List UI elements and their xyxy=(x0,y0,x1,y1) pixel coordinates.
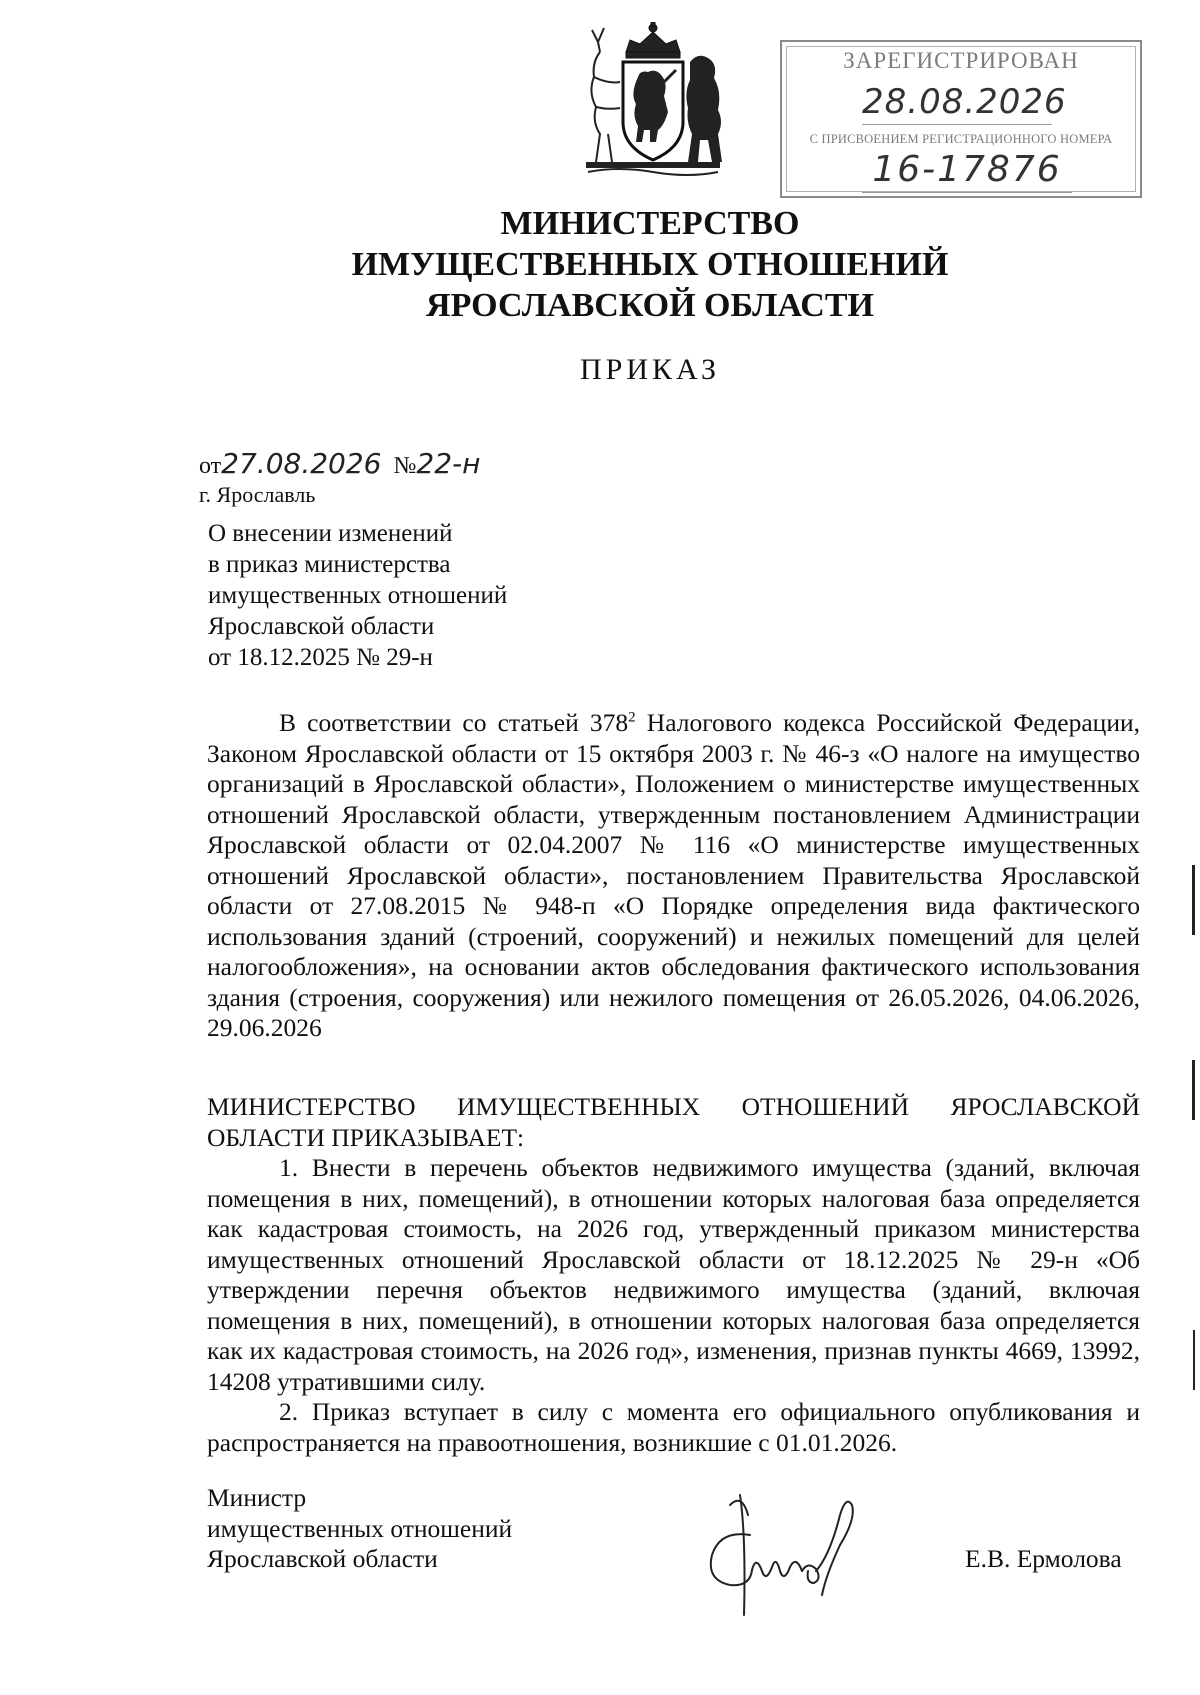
registration-stamp xyxy=(780,40,1142,198)
handwritten-signature xyxy=(690,1475,880,1625)
preamble-text-rest: Налогового кодекса Российской Федерации, Законом Ярославской области от 15 октября 2003 г. № 46-з «О налоге на имущество организаций в Ярославской области», Положением о министерстве имущественных отношений Ярославской области, утвержденным постановлением Администрации Ярославской области от 02.04.2007 № 116 «О министерстве имущественных отношений Ярославской области», постановлением Правительства Ярославской области от 27.08.2015 № 948-п «О Порядке определения вида фактического использования зданий (строений, сооружений) и нежилых помещений для целей налогообложения», на основании актов обследования фактического использования здания (строения, сооружения) или нежилого помещения от 26.05.2026, 04.06.2026, 29.06.2026 xyxy=(207,708,1140,1042)
stamp-registration-number: 16-17876 xyxy=(862,148,1072,193)
scan-edge-mark xyxy=(1193,1330,1195,1390)
preamble-paragraph xyxy=(207,708,1140,1044)
position-line: Ярославской области xyxy=(207,1544,438,1573)
order-item-2 xyxy=(207,1397,1140,1458)
stamp-registration-date: 28.08.2026 xyxy=(862,80,1052,125)
position-line: имущественных отношений xyxy=(207,1513,513,1543)
order-date: 27.08.2026 xyxy=(221,447,382,480)
order-number: 22-н xyxy=(416,447,481,480)
preamble-text-start: В соответствии со статьей 378 xyxy=(279,708,629,737)
signatory-name: Е.В. Ермолова xyxy=(965,1544,1122,1573)
order-number-prefix: № xyxy=(393,453,417,479)
ministry-name-line-3: ЯРОСЛАВСКОЙ ОБЛАСТИ xyxy=(426,287,874,324)
signatory-position xyxy=(207,1483,512,1575)
subject-line: от 18.12.2025 № 29-н xyxy=(208,644,433,671)
order-item-1 xyxy=(207,1153,1140,1397)
order-date-line xyxy=(199,447,480,480)
stamp-subtitle: С ПРИСВОЕНИЕМ РЕГИСТРАЦИОННОГО НОМЕРА xyxy=(809,132,1113,146)
decree-paragraph xyxy=(207,1092,1140,1153)
article-superscript: 2 xyxy=(628,709,636,726)
scan-edge-mark xyxy=(1192,1060,1195,1120)
order-from-prefix: от xyxy=(199,453,222,479)
order-item-2-text: 2. Приказ вступает в силу с момента его официального опубликования и распространяется на правоотношения, возникшие с 01.01.2026. xyxy=(207,1397,1140,1457)
subject-line: в приказ министерства xyxy=(208,551,451,578)
ministry-name-line-1: МИНИСТЕРСТВО xyxy=(500,205,800,242)
coat-of-arms-icon xyxy=(578,22,728,180)
scan-edge-mark xyxy=(1192,865,1195,935)
ministry-name-line-2: ИМУЩЕСТВЕННЫХ ОТНОШЕНИЙ xyxy=(351,246,949,283)
document-type: ПРИКАЗ xyxy=(580,353,720,386)
order-city: г. Ярославль xyxy=(199,482,316,507)
decree-text: МИНИСТЕРСТВО ИМУЩЕСТВЕННЫХ ОТНОШЕНИЙ ЯРОСЛАВСКОЙ ОБЛАСТИ ПРИКАЗЫВАЕТ: xyxy=(207,1092,1140,1152)
subject-line: Ярославской области xyxy=(208,613,435,640)
subject-line: имущественных отношений xyxy=(208,582,508,609)
order-item-1-text: 1. Внести в перечень объектов недвижимого имущества (зданий, включая помещения в них, помещений), в отношении которых налоговая база определяется как кадастровая стоимость, на 2026 год, утвержденный приказом министерства имущественных отношений Ярославской области от 18.12.2025 № 29-н «Об утверждении перечня объектов недвижимого имущества (зданий, включая помещения в них, помещений), в отношении которых налоговая база определяется как их кадастровая стоимость, на 2026 год», изменения, признав пункты 4669, 13992, 14208 утратившими силу. xyxy=(207,1153,1140,1396)
position-line: Министр xyxy=(207,1483,307,1512)
subject-line: О внесении изменений xyxy=(208,520,453,547)
order-subject xyxy=(208,518,507,673)
stamp-title: ЗАРЕГИСТРИРОВАН xyxy=(843,48,1079,73)
